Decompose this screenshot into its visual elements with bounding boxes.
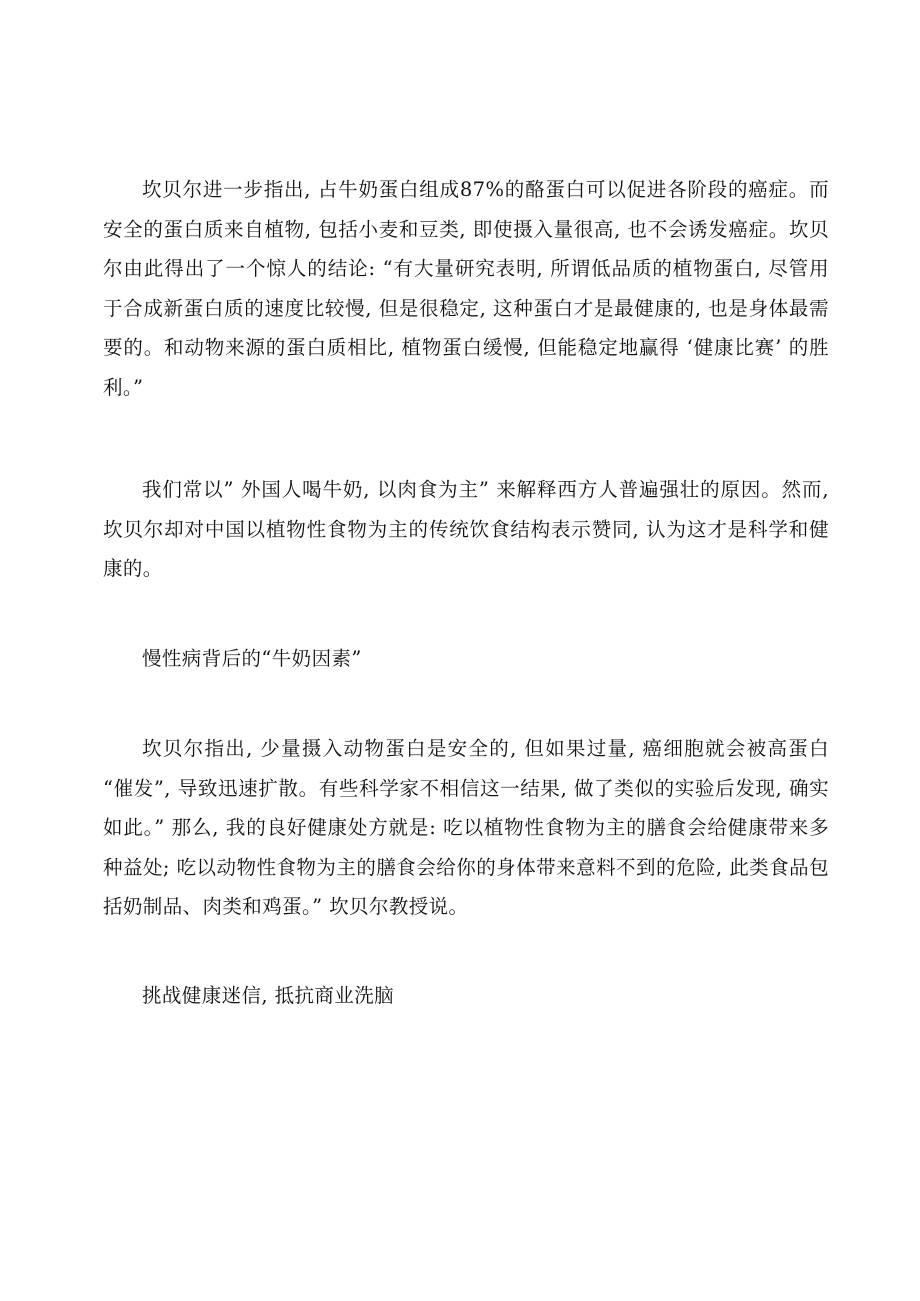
- section-heading-milk-factor: 慢性病背后的“牛奶因素”: [142, 646, 362, 670]
- document-body: [103, 170, 829, 1015]
- paragraph-western-diet: 我们常以” 外国人喝牛奶, 以肉食为主” 来解释西方人普遍强壮的原因。然而, 坎贝尔却对中国以植物性食物为主的传统饮食结构表示赞同, 认为这才是科学和健康的。: [103, 478, 829, 580]
- paragraph-animal-protein: 坎贝尔指出, 少量摄入动物蛋白是安全的, 但如果过量, 癌细胞就会被高蛋白 “催发”, 导致迅速扩散。有些科学家不相信这一结果, 做了类似的实验后发现, 确实如此。” 那么, 我的良好健康处方就是: 吃以植物性食物为主的膳食会给健康带来多种益处; 吃以动物性食物为主的膳食会给你的身体带来意料不到的危险, 此类食品包括奶制品、肉类和鸡蛋。” 坎贝尔教授说。: [103, 737, 829, 918]
- paragraph-casein-cancer: 坎贝尔进一步指出, 占牛奶蛋白组成87%的酪蛋白可以促进各阶段的癌症。而安全的蛋白质来自植物, 包括小麦和豆类, 即使摄入量很高, 也不会诱发癌症。坎贝尔由此得出了一个惊人的结论: “有大量研究表明, 所谓低品质的植物蛋白, 尽管用于合成新蛋白质的速度比较慢, 但是很稳定, 这种蛋白才是最健康的, 也是身体最需要的。和动物来源的蛋白质相比, 植物蛋白缓慢, 但能稳定地赢得 ‘健康比赛’ 的胜利。”: [103, 178, 829, 399]
- section-heading-health-myths: 挑战健康迷信, 抵抗商业洗脑: [142, 983, 394, 1007]
